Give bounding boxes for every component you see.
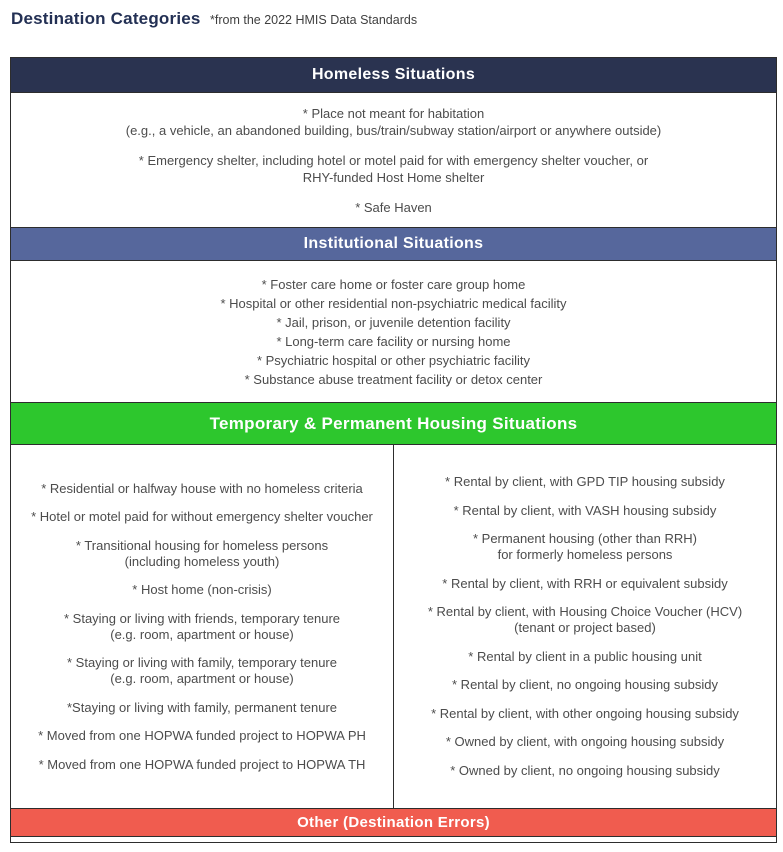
category-item-line: * Owned by client, no ongoing housing subsidy <box>450 762 720 778</box>
category-item-line: for formerly homeless persons <box>497 547 673 563</box>
document-title-row <box>11 9 417 29</box>
category-item <box>16 728 388 744</box>
category-item: * Jail, prison, or juvenile detention facility <box>276 314 511 330</box>
housing-column-right <box>394 445 776 808</box>
category-item-line: * Moved from one HOPWA funded project to HOPWA PH <box>38 728 366 743</box>
category-item <box>19 199 768 216</box>
category-item: * Psychiatric hospital or other psychiatric facility <box>256 352 531 368</box>
category-item-line: * Transitional housing for homeless persons <box>75 537 329 553</box>
category-item-line: * Staying or living with friends, temporary tenure <box>63 610 340 626</box>
section-header-temporary-permanent-housing: Temporary & Permanent Housing Situations <box>11 402 776 444</box>
category-item-line: * Permanent housing (other than RRH) <box>472 531 697 547</box>
category-item: * Long-term care facility or nursing home <box>276 333 511 349</box>
category-item-line: * Hotel or motel paid for without emergency shelter voucher <box>31 509 373 524</box>
category-item <box>19 105 768 139</box>
category-item <box>19 152 768 186</box>
category-item-line: * Host home (non-crisis) <box>132 582 272 597</box>
category-item <box>399 604 771 636</box>
category-item-line: RHY-funded Host Home shelter <box>302 169 485 185</box>
category-item <box>399 649 771 665</box>
section-content-homeless-situations <box>11 92 776 227</box>
category-item: * Foster care home or foster care group home <box>261 276 526 292</box>
category-item <box>16 481 388 497</box>
page-subtitle: *from the 2022 HMIS Data Standards <box>210 13 418 27</box>
category-item-line: (e.g. room, apartment or house) <box>110 626 294 642</box>
category-item-line: * Owned by client, with ongoing housing subsidy <box>445 734 725 750</box>
next-section-row-cutoff <box>11 836 776 842</box>
category-item-line: * Rental by client, no ongoing housing subsidy <box>452 677 718 693</box>
category-item <box>399 503 771 519</box>
category-item-line: *Staying or living with family, permanent tenure <box>67 699 337 715</box>
category-item-line: (e.g., a vehicle, an abandoned building, bus/train/subway station/airport or anywhere outside) <box>125 122 662 138</box>
category-item <box>16 509 388 525</box>
category-item: * Substance abuse treatment facility or detox center <box>244 371 543 387</box>
section-header-other-destination-errors: Other (Destination Errors) <box>11 808 776 836</box>
category-item-line: * Rental by client, with Housing Choice Voucher (HCV) <box>427 604 743 620</box>
category-item <box>399 677 771 693</box>
category-item <box>399 706 771 722</box>
category-item <box>16 582 388 598</box>
category-item-line: * Rental by client, with other ongoing housing subsidy <box>431 705 739 721</box>
page-title: Destination Categories <box>11 9 201 28</box>
category-item-line: (tenant or project based) <box>514 620 656 636</box>
category-item-line: * Safe Haven <box>355 199 432 215</box>
category-item-line: * Residential or halfway house with no homeless criteria <box>41 480 363 496</box>
destination-categories-table <box>10 57 777 843</box>
category-item-line: * Rental by client in a public housing unit <box>468 648 702 664</box>
category-item <box>16 611 388 643</box>
category-item <box>399 474 771 490</box>
category-item <box>399 734 771 750</box>
category-item <box>16 655 388 687</box>
housing-column-left <box>11 445 394 808</box>
category-item <box>399 531 771 563</box>
category-item-line: (e.g. room, apartment or house) <box>110 671 294 686</box>
category-item <box>16 700 388 716</box>
section-content-temporary-permanent-housing <box>11 444 776 808</box>
category-item <box>16 538 388 570</box>
category-item-line: * Rental by client, with GPD TIP housing subsidy <box>445 474 725 490</box>
category-item-line: * Rental by client, with RRH or equivalent subsidy <box>442 575 728 591</box>
category-item-line: * Rental by client, with VASH housing subsidy <box>453 502 717 518</box>
category-item-line: * Moved from one HOPWA funded project to HOPWA TH <box>38 756 366 772</box>
category-item-line: * Emergency shelter, including hotel or motel paid for with emergency shelter voucher, or <box>138 152 649 168</box>
category-item-line: * Staying or living with family, temporary tenure <box>67 655 337 670</box>
section-content-institutional-situations <box>11 260 776 402</box>
section-header-homeless-situations: Homeless Situations <box>11 58 776 92</box>
category-item <box>399 576 771 592</box>
category-item <box>16 757 388 773</box>
category-item: * Hospital or other residential non-psychiatric medical facility <box>220 295 567 311</box>
category-item-line: * Place not meant for habitation <box>302 105 485 121</box>
section-header-institutional-situations: Institutional Situations <box>11 227 776 260</box>
category-item-line: (including homeless youth) <box>124 553 280 569</box>
category-item <box>399 763 771 779</box>
